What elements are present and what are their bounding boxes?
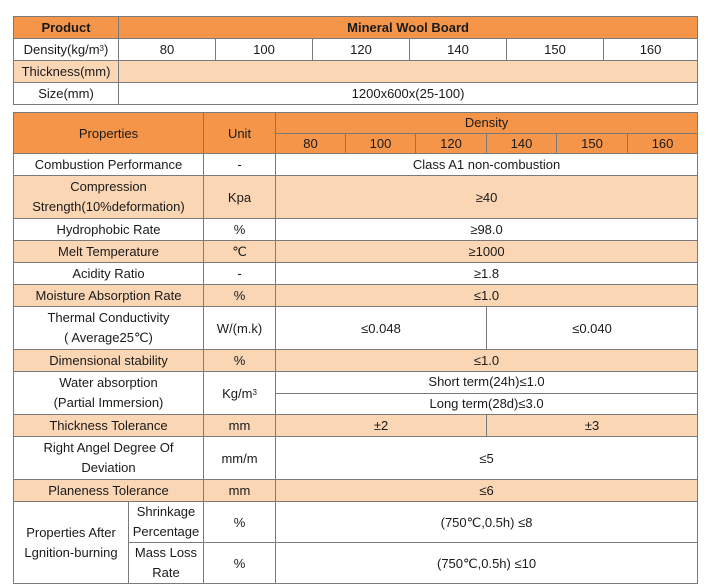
properties-header: Properties <box>14 113 204 154</box>
density-value: 160 <box>604 39 698 61</box>
property-value: Class A1 non-combustion <box>276 154 698 176</box>
density-value: 120 <box>313 39 410 61</box>
density-label: $Density(kg/m^3)$ <box>14 39 119 61</box>
table-row <box>14 372 698 394</box>
property-name: Melt Temperature <box>14 241 204 263</box>
property-value: ≤1.0 <box>276 285 698 307</box>
property-unit: % <box>204 502 276 543</box>
product-table <box>13 16 698 105</box>
property-unit: W/(m.k) <box>204 307 276 350</box>
size-value: 1200x600x(25-100) <box>119 83 698 105</box>
table-row <box>14 307 698 350</box>
property-name-line: Deviation <box>81 460 136 475</box>
density-row <box>14 39 698 61</box>
size-row <box>14 83 698 105</box>
size-label: Size(mm) <box>14 83 119 105</box>
density-header: Density <box>276 113 698 134</box>
property-name: Planeness Tolerance <box>14 480 204 502</box>
header-row <box>14 113 698 134</box>
property-group-line: Lgnition-burning <box>24 544 118 560</box>
property-value: (750℃,0.5h) ≤10 <box>276 543 698 584</box>
density-col-header: 160 <box>628 133 698 154</box>
property-unit: % <box>204 285 276 307</box>
property-unit: % <box>204 543 276 584</box>
property-sub-line: Shrinkage <box>136 504 196 519</box>
thickness-value <box>119 61 698 83</box>
density-col-header: 140 <box>487 133 557 154</box>
property-name-line: Water absorption <box>59 375 158 390</box>
property-name-line: Strength(10%deformation) <box>32 199 185 214</box>
property-value: ≥40 <box>276 176 698 219</box>
property-unit: - <box>204 154 276 176</box>
property-name <box>14 372 204 415</box>
property-value-low-density: ±2 <box>276 415 487 437</box>
property-value: ≥1.8 <box>276 263 698 285</box>
property-group-name <box>14 502 129 584</box>
property-name <box>14 176 204 219</box>
property-unit: $Kg/m^3$ <box>204 372 276 415</box>
thickness-row <box>14 61 698 83</box>
product-label: Product <box>14 17 119 39</box>
property-group-line: Properties After <box>26 524 116 540</box>
property-name-line: ( Average25℃) <box>64 330 153 345</box>
property-name-line: Compression <box>70 179 147 194</box>
property-sub-line: Percentage <box>132 524 200 539</box>
property-sub-name <box>129 502 204 543</box>
density-value: 100 <box>216 39 313 61</box>
property-name: Combustion Performance <box>14 154 204 176</box>
table-row <box>14 415 698 437</box>
property-value-short-term: Short term(24h)≤1.0 <box>276 372 698 394</box>
property-sub-line: Mass Loss <box>134 545 198 560</box>
property-name: Acidity Ratio <box>14 263 204 285</box>
property-unit: mm <box>204 415 276 437</box>
properties-table <box>13 112 698 584</box>
property-name <box>14 307 204 350</box>
property-sub-name <box>129 543 204 584</box>
unit-header: Unit <box>204 113 276 154</box>
property-value: ≥1000 <box>276 241 698 263</box>
property-value: ≥98.0 <box>276 219 698 241</box>
property-name: Moisture Absorption Rate <box>14 285 204 307</box>
property-unit: % <box>204 350 276 372</box>
property-name-line: (Partial Immersion) <box>53 395 164 410</box>
product-row <box>14 17 698 39</box>
density-value: 140 <box>410 39 507 61</box>
table-row <box>14 285 698 307</box>
property-unit: ℃ <box>204 241 276 263</box>
property-name: Thickness Tolerance <box>14 415 204 437</box>
property-value-high-density: ≤0.040 <box>487 307 698 350</box>
property-unit: mm/m <box>204 437 276 480</box>
table-row <box>14 437 698 480</box>
property-name-line: Right Angel Degree Of <box>43 440 174 455</box>
density-col-header: 120 <box>416 133 487 154</box>
property-unit: mm <box>204 480 276 502</box>
property-name-line: Thermal Conductivity <box>47 310 170 325</box>
property-unit: % <box>204 219 276 241</box>
property-name: Hydrophobic Rate <box>14 219 204 241</box>
property-sub-line: Rate <box>152 565 180 580</box>
table-row <box>14 502 698 543</box>
table-row <box>14 241 698 263</box>
thickness-label: Thickness(mm) <box>14 61 119 83</box>
density-col-header: 100 <box>346 133 416 154</box>
density-col-header: 80 <box>276 133 346 154</box>
table-row <box>14 263 698 285</box>
density-value: 150 <box>507 39 604 61</box>
table-row <box>14 480 698 502</box>
property-unit: Kpa <box>204 176 276 219</box>
property-value-high-density: ±3 <box>487 415 698 437</box>
table-row <box>14 154 698 176</box>
property-value: ≤6 <box>276 480 698 502</box>
density-value: 80 <box>119 39 216 61</box>
property-name <box>14 437 204 480</box>
property-name: Dimensional stability <box>14 350 204 372</box>
table-row <box>14 350 698 372</box>
property-value: ≤1.0 <box>276 350 698 372</box>
table-row <box>14 219 698 241</box>
table-row <box>14 176 698 219</box>
property-value-long-term: Long term(28d)≤3.0 <box>276 393 698 415</box>
property-value: ≤5 <box>276 437 698 480</box>
density-col-header: 150 <box>557 133 628 154</box>
product-name: Mineral Wool Board <box>119 17 698 39</box>
property-value-low-density: ≤0.048 <box>276 307 487 350</box>
property-unit: - <box>204 263 276 285</box>
property-value: (750℃,0.5h) ≤8 <box>276 502 698 543</box>
